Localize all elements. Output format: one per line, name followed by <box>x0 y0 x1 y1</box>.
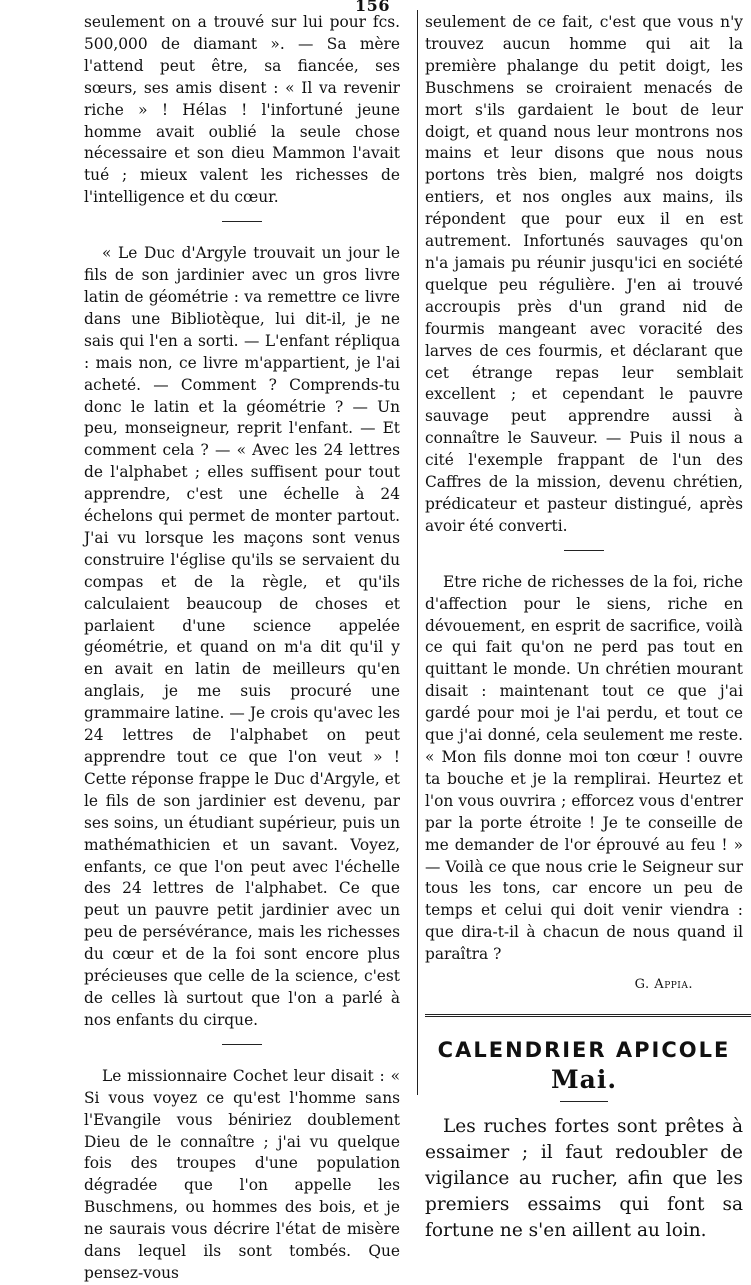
double-rule <box>425 1014 751 1017</box>
paragraph-diamond-story: seulement on a trouvé sur lui pour fcs. 500,000 de diamant ». — Sa mère l'attend peut être, sa fiancée, ses sœurs, ses amis disent : « Il va revenir riche » ! Hélas ! l'infortuné jeune homme avait oublié la seule chose nécessaire et son dieu Mammon l'avait tué ; mieux valent les richesses de l'intelligence et du cœur. <box>84 13 400 207</box>
page-number: 156 <box>355 0 390 15</box>
left-column <box>84 12 400 1285</box>
author-signature: G. Appia. <box>634 977 693 993</box>
section-separator <box>222 1044 262 1045</box>
column-divider <box>417 10 418 1095</box>
section-subtitle: Mai. <box>550 1064 618 1094</box>
section-separator <box>222 221 262 222</box>
paragraph-riches-of-faith: Etre riche de richesses de la foi, riche d'affection pour le siens, riche en dévouement, en esprit de sacrifice, voilà ce qui fait qu'on ne perd pas tout en quittant le monde. Un chrétien mourant disait : maintenant tout ce que j'ai gardé pour moi je l'ai perdu, et tout ce que j'ai donné, cela seulement me reste. « Mon fils donne moi ton cœur ! ouvre ta bouche et je la remplirai. Heurtez et l'on vous ouvrira ; efforcez vous d'entrer par la porte étroite ! Je te conseille de me demander de l'or éprouvé au feu ! » — Voilà ce que nous crie le Seigneur sur tous les tons, car encore un peu de temps et celui qui doit venir viendra : que dira-t-il à chacun de nous quand il paraîtra ? <box>425 572 743 964</box>
paragraph-beehives: Les ruches fortes sont prêtes à essaimer ; il faut redoubler de vigilance au rucher, afin que les premiers essaims qui font sa fortune ne s'en aillent au loin. <box>425 1115 743 1241</box>
title-separator <box>560 1101 608 1102</box>
paragraph-duke-argyle: « Le Duc d'Argyle trouvait un jour le fils de son jardinier avec un gros livre latin de géométrie : va remettre ce livre dans une Bibliotèque, lui dit-il, je ne sais qui l'en a sorti. — L'enfant répliqua : mais non, ce livre m'appartient, je l'ai acheté. — Comment ? Comprends-tu donc le latin et la géométrie ? — Un peu, monseigneur, reprit l'enfant. — Et comment cela ? — « Avec les 24 lettres de l'alphabet ; elles suffisent pour tout apprendre, c'est une échelle à 24 échelons qui permet de monter partout. J'ai vu lorsque les maçons sont venus construire l'église qu'ils se servaient du compas et de la règle, et qu'ils calculaient beaucoup de choses et parlaient d'une science appelée géométrie, et quand on m'a dit qu'il y en avait en latin de meilleurs qu'en anglais, je me suis procuré une grammaire latine. — Je crois qu'avec les 24 lettres de l'alphabet on peut apprendre tout ce que l'on veut » ! Cette réponse frappe le Duc d'Argyle, et le fils de son jardinier est devenu, par ses soins, un étudiant supérieur, puis un mathémathicien et un savant. Voyez, enfants, ce que l'on peut avec l'échelle des 24 lettres de l'alphabet. Ce que peut un pauvre petit jardinier avec un peu de persévérance, mais les richesses du cœur et de la foi sont encore plus précieuses que celle de la science, c'est de celles là surtout que l'on a parlé à nos enfants du cirque. <box>84 244 400 1029</box>
paragraph-buschmens: seulement de ce fait, c'est que vous n'y trouvez aucun homme qui ait la première phalange du petit doigt, les Buschmens se croiraient menacés de mort s'ils gardaient le bout de leur doigt, et quand nous leur montrons nos mains et leur disons que nous nous portons très bien, malgré nos doigts entiers, et nos ongles aux mains, ils répondent que pour eux il en est autrement. Infortunés sauvages qu'on n'a jamais pu réunir jusqu'ici en société quelque peu régulière. J'en ai trouvé accroupis près d'un grand nid de fourmis mangeant avec voracité des larves de ces fourmis, et déclarant que cet étrange repas leur semblait excellent ; et cependant le pauvre sauvage peut apprendre aussi à connaître le Sauveur. — Puis il nous a cité l'exemple frappant de l'un des Caffres de la mission, devenu chrétien, prédicateur et pasteur distingué, après avoir été converti. <box>425 13 743 535</box>
section-separator <box>564 550 604 551</box>
section-title: CALENDRIER APICOLE <box>437 1037 731 1062</box>
right-column <box>425 12 743 1244</box>
paragraph-missionary-cochet: Le missionnaire Cochet leur disait : « Si vous voyez ce qu'est l'homme sans l'Evangile vous béniriez doublement Dieu de le connaître ; j'ai vu quelque fois des troupes d'une population dégradée que l'on appelle les Buschmens, ou hommes des bois, et je ne saurais vous décrire l'état de misère dans lequel ils sont tombés. Que pensez-vous <box>84 1066 400 1282</box>
